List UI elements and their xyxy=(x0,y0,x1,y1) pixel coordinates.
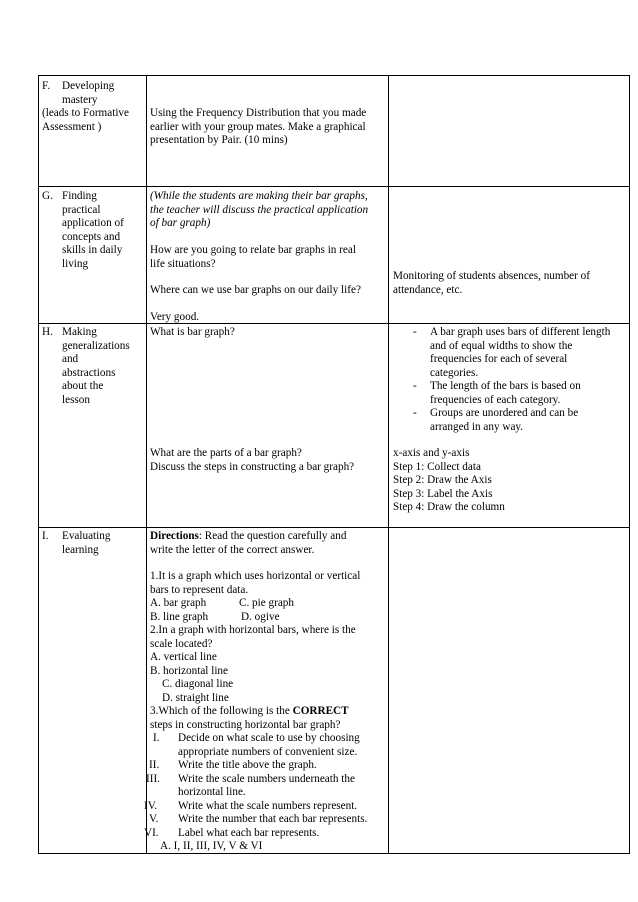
step-item: III. Write the scale numbers underneath the horizontal line. xyxy=(146,772,355,798)
step-item: VI. Label what each bar represents. xyxy=(144,826,320,839)
row-h-answers xyxy=(393,326,629,434)
step-item: II. Write the title above the graph. xyxy=(149,759,317,771)
row-f-label: F. Developing mastery (leads to Formative Assessment ) xyxy=(42,80,129,133)
row-h-question-1: What is bar graph? xyxy=(150,326,235,338)
row-g-question-1: How are you going to relate bar graphs in real life situations? xyxy=(150,244,356,270)
directions: Directions: Read the question carefully and xyxy=(150,530,347,542)
row-h-label: H. Making generalizations and abstractions about the lesson xyxy=(42,326,130,406)
step-item: IV. Write what the scale numbers represent. xyxy=(144,799,358,812)
row-f-content: Using the Frequency Distribution that you made earlier with your group mates. Make a graphical presentation by Pair. (10 mins) xyxy=(150,107,367,146)
row-h-question-2: What are the parts of a bar graph? Discuss the steps in constructing a bar graph? xyxy=(150,447,355,473)
step-item: I. Decide on what scale to use by choosing appropriate numbers of convenient size. xyxy=(153,732,360,758)
row-i-label: I. Evaluating learning xyxy=(42,530,111,556)
row-h-generalizations xyxy=(38,323,630,528)
row-g-question-2: Where can we use bar graphs on our daily life? xyxy=(150,284,361,296)
question-1: 1.It is a graph which uses horizontal or vertical bars to represent data. A. bar graph C. pie graph B. line graph D. ogive xyxy=(150,570,361,623)
row-g-practical-application xyxy=(38,186,630,324)
row-g-content: (While the students are making their bar graphs, the teacher will discuss the practical application of bar graph) xyxy=(150,190,369,229)
answer-item: - A bar graph uses bars of different length and of equal widths to show the frequencies for each of several categories. xyxy=(413,326,611,379)
answer-item: - Groups are unordered and can be arranged in any way. xyxy=(413,407,579,433)
question-2: 2.In a graph with horizontal bars, where is the scale located? A. vertical line B. horizontal line C. diagonal line D. straight line xyxy=(150,624,356,704)
answer-item: - The length of the bars is based on frequencies of each category. xyxy=(413,380,581,406)
row-g-answer: Monitoring of students absences, number of attendance, etc. xyxy=(393,270,590,296)
row-i-content: Directions: Read the question carefully and write the letter of the correct answer. 1.It is a graph which uses horizontal or vertical bars to represent data. A. bar graph C. pie graph B. line graph D. ogive 2.In a graph with horizontal bars, where is the scale located? A. vertical line B. horizontal line C. diagonal line D. straight line 3.Which of the following is the CORRECT steps in constructing horizontal bar graph? I. Decide on what scale to use by choosing appropriate numbers of convenient size. II. Write the title above the graph. III. Write the scale numbers underneath the horizontal line. IV. Write what the scale numbers represent. V. Write the number that each bar represents. VI. Label what each bar represents. A. I, II, III, IV, V & VI xyxy=(150,530,390,854)
row-h-steps: x-axis and y-axis Step 1: Collect data Step 2: Draw the Axis Step 3: Label the Axis Step 4: Draw the column xyxy=(393,447,505,513)
row-f-developing-mastery xyxy=(38,75,630,187)
row-g-label: G. Finding practical application of concepts and skills in daily living xyxy=(42,190,124,270)
row-g-closing: Very good. xyxy=(150,311,200,323)
lesson-plan-table xyxy=(38,75,630,854)
step-item: V. Write the number that each bar represents. xyxy=(149,813,368,825)
question-3: 3.Which of the following is the CORRECT steps in constructing horizontal bar graph? I. Decide on what scale to use by choosing appropriate numbers of convenient size. II. Write the title above the graph. III. Write the scale numbers underneath the horizontal line. IV. Write what the scale numbers represent. V. Write the number that each bar represents. VI. Label what each bar represents. A. I, II, III, IV, V & VI xyxy=(150,705,390,854)
row-i-evaluating-learning xyxy=(38,527,630,854)
